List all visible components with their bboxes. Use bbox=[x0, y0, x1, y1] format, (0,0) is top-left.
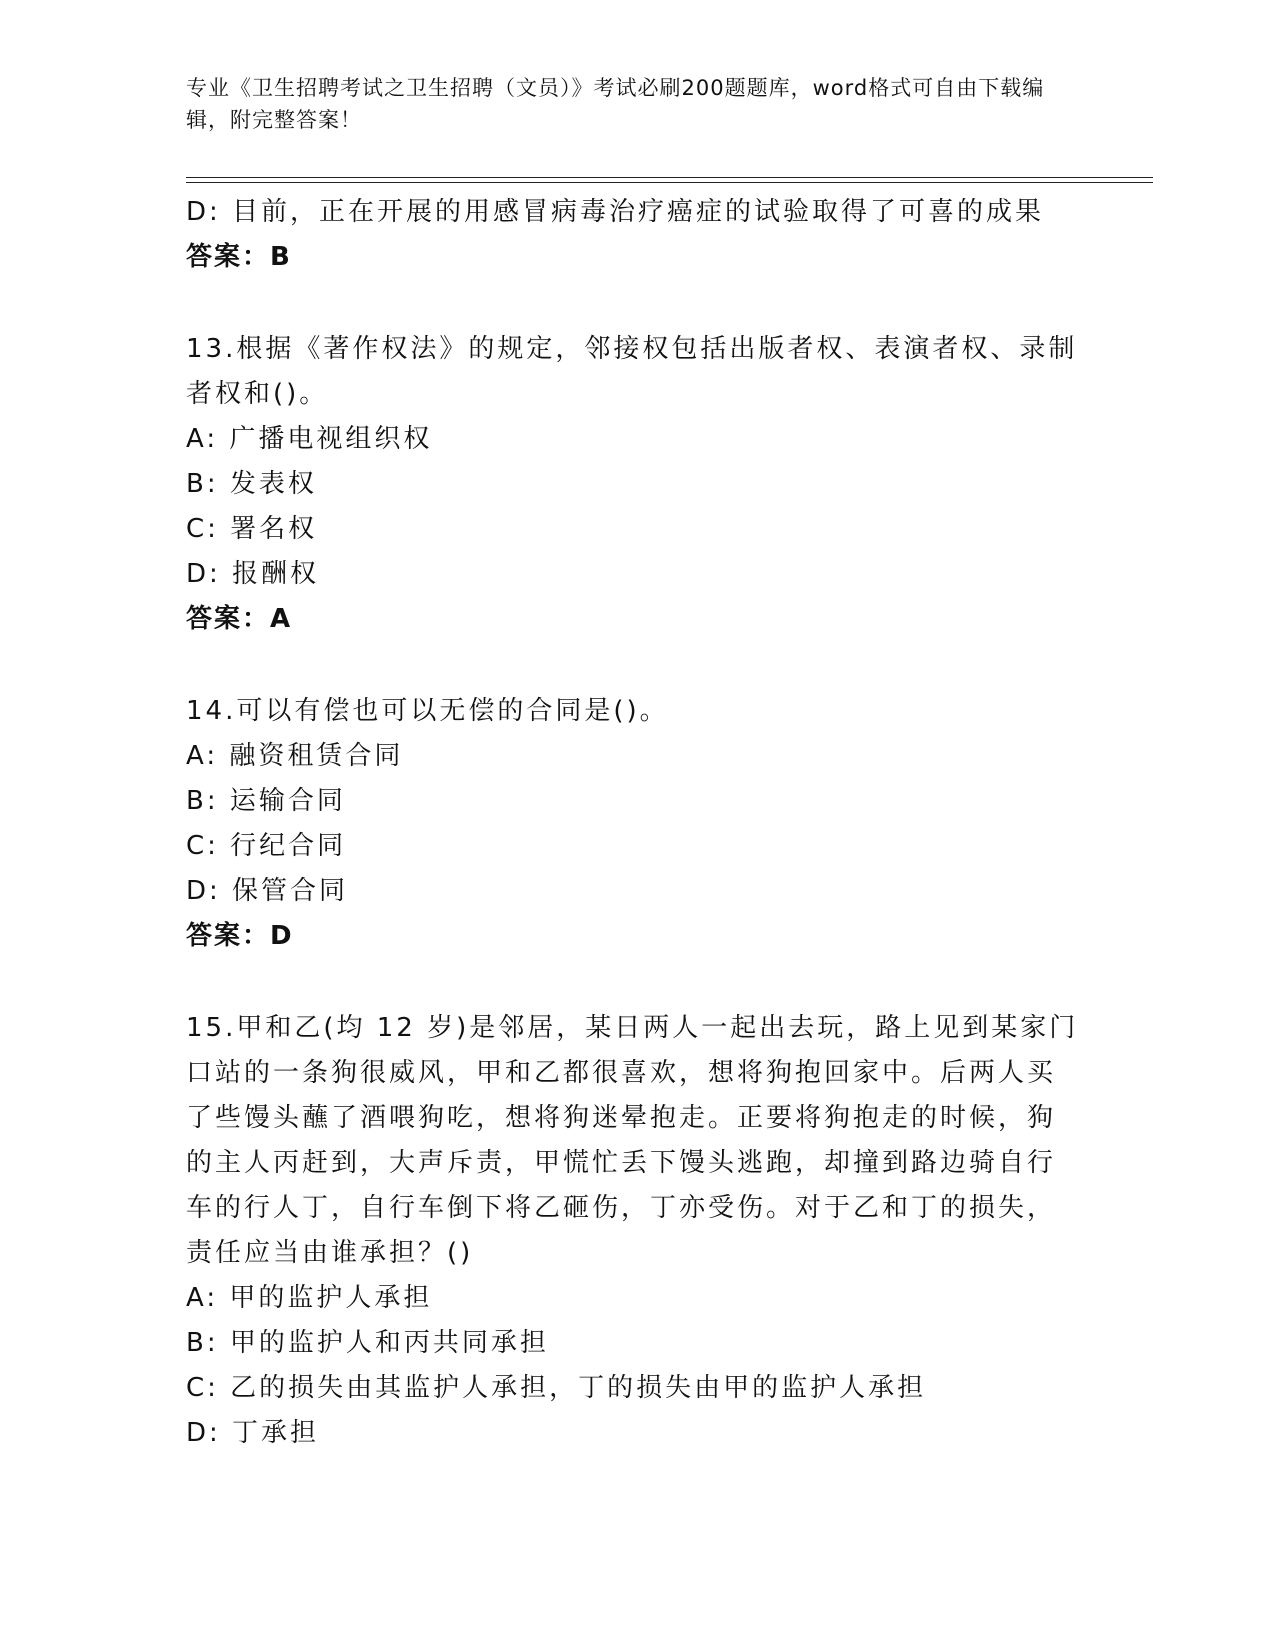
q14-option-a: A: 融资租赁合同 bbox=[186, 741, 404, 771]
q14-option-b: B: 运输合同 bbox=[186, 786, 346, 816]
q13-option-a: A: 广播电视组织权 bbox=[186, 424, 433, 454]
document-header: 专业《卫生招聘考试之卫生招聘（文员）》考试必刷200题题库，word格式可自由下载编辑，附完整答案！ bbox=[186, 76, 1045, 132]
q14-answer: 答案：D bbox=[186, 921, 294, 951]
spacer bbox=[186, 280, 1086, 327]
q14-option-d: D: 保管合同 bbox=[186, 876, 349, 906]
q14-stem: 14.可以有偿也可以无偿的合同是()。 bbox=[186, 696, 669, 726]
q14-option-c: C: 行纪合同 bbox=[186, 831, 347, 861]
spacer bbox=[186, 642, 1086, 689]
q15-stem-line3: 了些馒头蘸了酒喂狗吃，想将狗迷晕抱走。正要将狗抱走的时候，狗 bbox=[186, 1103, 1057, 1133]
q15-option-c: C: 乙的损失由其监护人承担，丁的损失由甲的监护人承担 bbox=[186, 1373, 927, 1403]
header-divider-bottom bbox=[186, 182, 1153, 183]
prev-option-d: D: 目前，正在开展的用感冒病毒治疗癌症的试验取得了可喜的成果 bbox=[186, 197, 1045, 227]
q13-stem-line1: 13.根据《著作权法》的规定，邻接权包括出版者权、表演者权、录制 bbox=[186, 334, 1078, 364]
header-divider-top bbox=[186, 177, 1153, 178]
q13-option-b: B: 发表权 bbox=[186, 469, 317, 499]
q13-answer: 答案：A bbox=[186, 604, 293, 634]
spacer bbox=[186, 959, 1086, 1006]
q15-stem-line2: 口站的一条狗很威风，甲和乙都很喜欢，想将狗抱回家中。后两人买 bbox=[186, 1058, 1057, 1088]
q13-stem-line2: 者权和()。 bbox=[186, 379, 329, 409]
prev-answer: 答案：B bbox=[186, 242, 292, 272]
q15-option-a: A: 甲的监护人承担 bbox=[186, 1283, 433, 1313]
q13-option-c: C: 署名权 bbox=[186, 514, 318, 544]
q15-stem-line4: 的主人丙赶到，大声斥责，甲慌忙丢下馒头逃跑，却撞到路边骑自行 bbox=[186, 1148, 1057, 1178]
q15-option-b: B: 甲的监护人和丙共同承担 bbox=[186, 1328, 549, 1358]
q13-option-d: D: 报酬权 bbox=[186, 559, 320, 589]
q15-stem-line1: 15.甲和乙(均 12 岁)是邻居，某日两人一起出去玩，路上见到某家门 bbox=[186, 1013, 1079, 1043]
question-content bbox=[186, 190, 1086, 1456]
q15-option-d: D: 丁承担 bbox=[186, 1418, 320, 1448]
q15-stem-line5: 车的行人丁，自行车倒下将乙砸伤，丁亦受伤。对于乙和丁的损失， bbox=[186, 1193, 1057, 1223]
q15-stem-line6: 责任应当由谁承担？() bbox=[186, 1238, 474, 1268]
